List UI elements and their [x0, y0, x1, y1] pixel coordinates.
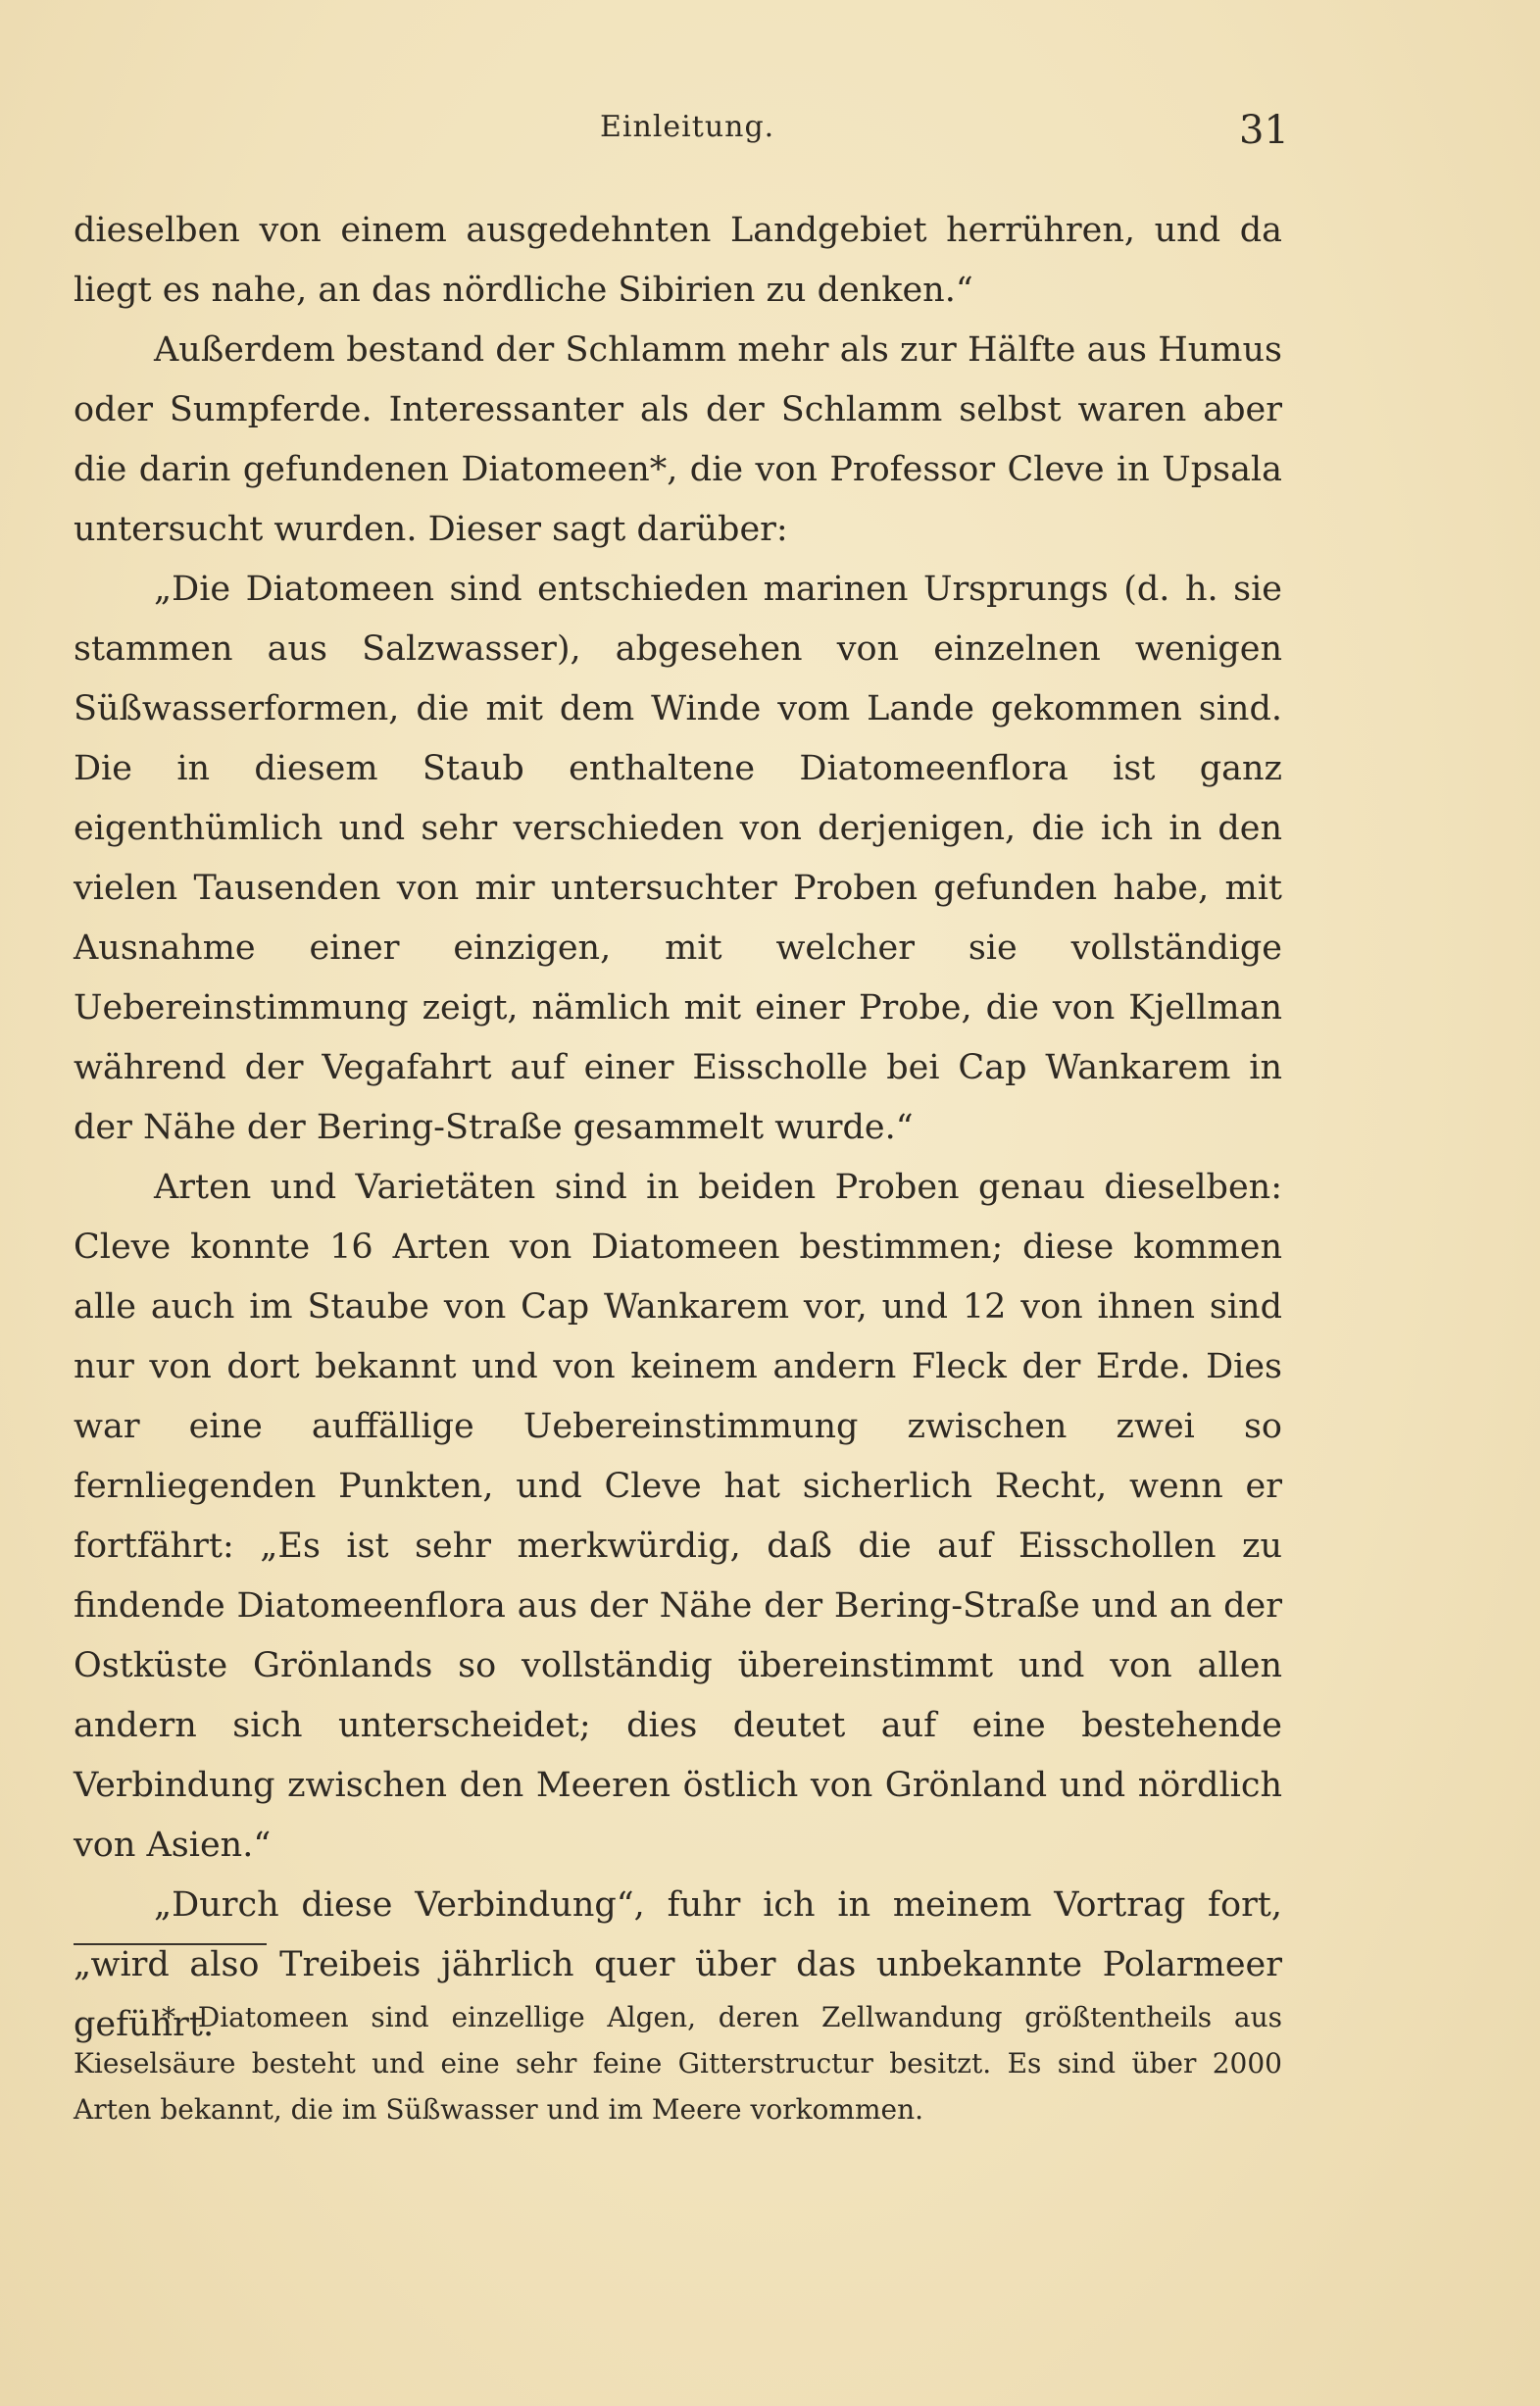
running-head: Einleitung.	[600, 110, 775, 144]
footnote-rule	[74, 1943, 267, 1945]
body-text	[74, 201, 1282, 2055]
paragraph-2: Außerdem bestand der Schlamm mehr als zur Hälfte aus Humus oder Sumpferde. Interessanter als der Schlamm selbst waren aber die darin gefundenen Diatomeen*, die von Professor Cleve in Upsala untersucht wurden. Dieser sagt darüber:	[74, 330, 1282, 549]
footnote: * Diatomeen sind einzellige Algen, deren Zellwandung größtentheils aus Kieselsäure besteht und eine sehr feine Gitterstructur besitzt. Es sind über 2000 Arten bekannt, die im Süßwasser und im Meere vorkommen.	[74, 2001, 1282, 2126]
paragraph-4: Arten und Varietäten sind in beiden Proben genau dieselben: Cleve konnte 16 Arten von Diatomeen bestimmen; diese kommen alle auch im Staube von Cap Wankarem vor, und 12 von ihnen sind nur von dort bekannt und von keinem andern Fleck der Erde. Dies war eine auffällige Uebereinstimmung zwischen zwei so fernliegenden Punkten, und Cleve hat sicherlich Recht, wenn er fortfährt: „Es ist sehr merkwürdig, daß die auf Eisschollen zu findende Diatomeenflora aus der Nähe der Bering-Straße und an der Ostküste Grönlands so vollständig übereinstimmt und von allen andern sich unterscheidet; dies deutet auf eine bestehende Verbindung zwischen den Meeren östlich von Grönland und nördlich von Asien.“	[74, 1168, 1282, 1865]
paragraph-5: „Durch diese Verbindung“, fuhr ich in meinem Vortrag fort, „wird also Treibeis jährlich quer über das unbekannte Polarmeer geführt.	[74, 1885, 1282, 2044]
paragraph-1: dieselben von einem ausgedehnten Landgebiet herrühren, und da liegt es nahe, an das nördliche Sibirien zu denken.“	[74, 211, 1282, 310]
paragraph-3: „Die Diatomeen sind entschieden marinen Ursprungs (d. h. sie stammen aus Salzwasser), abgesehen von einzelnen wenigen Süßwasserformen, die mit dem Winde vom Lande gekommen sind. Die in diesem Staub enthaltene Diatomeenflora ist ganz eigenthümlich und sehr verschieden von derjenigen, die ich in den vielen Tausenden von mir untersuchter Proben gefunden habe, mit Ausnahme einer einzigen, mit welcher sie vollständige Uebereinstimmung zeigt, nämlich mit einer Probe, die von Kjellman während der Vegafahrt auf einer Eisscholle bei Cap Wankarem in der Nähe der Bering-Straße gesammelt wurde.“	[74, 570, 1282, 1147]
page-number: 31	[1239, 108, 1289, 153]
